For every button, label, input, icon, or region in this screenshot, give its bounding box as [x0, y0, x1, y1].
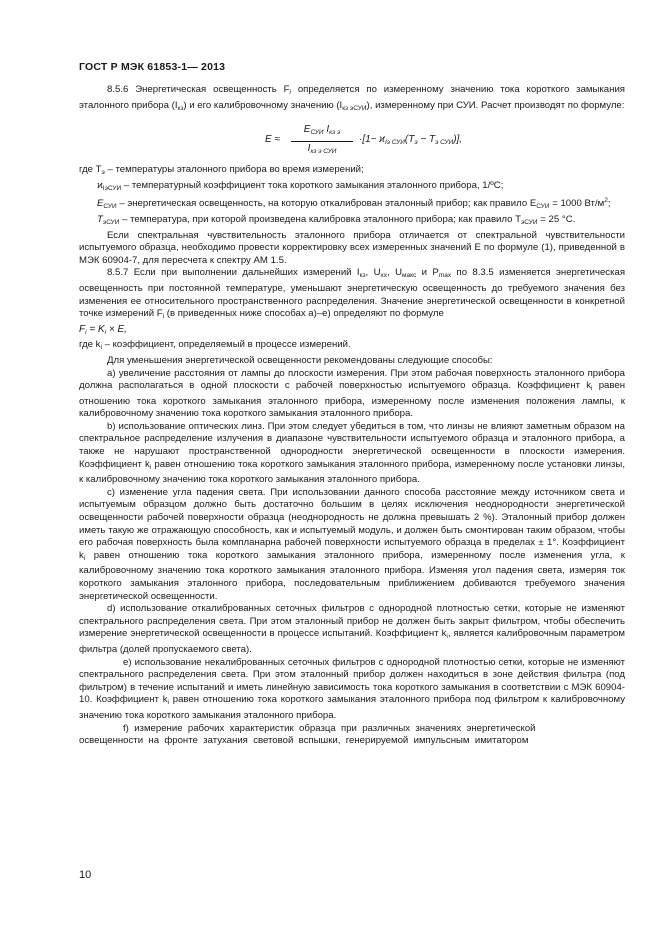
text: × E,	[106, 323, 127, 335]
subscript: i	[149, 463, 152, 471]
formula-lhs: E ≈	[265, 134, 280, 146]
text: = K	[86, 323, 105, 335]
where-clause-te	[79, 164, 625, 180]
text: равен отношению тока короткого замыкания эталонного прибора под фильтром к калибровочному значению тока короткого замыкания эталонного прибора.	[79, 694, 625, 721]
subscript: i	[162, 313, 165, 321]
text: с) изменение угла падения света. При использовании данного способа расстояние между источником света и испытуемым образцом должно быть достаточно большим в целях исключения неоднородности энергетической освещенности рабочей поверхности образца (неоднородность не должна превышать 2 %). Эталонный прибор должен иметь такую же отражающую способность, как и испытуемый модуль, и должен быть смонтирован таким образом, чтобы его рабочая поверхность была компланарна рабочей поверхности испытуемого образца в пределах ± 1°. Коэффициент k	[79, 486, 625, 561]
subscript: макс	[402, 272, 417, 280]
formula-2	[79, 324, 625, 340]
where-clause-esui	[79, 195, 625, 214]
text: E	[97, 198, 104, 210]
text: ·[1− ϰ	[359, 134, 385, 146]
text: – температура, при которой произведена калибровка эталонного прибора; как правило T	[119, 213, 521, 225]
text: (в приведенных ниже способах а)–е) определяют по формуле	[164, 308, 444, 320]
text: ) и его калибровочному значению (I	[183, 99, 343, 111]
page-number: 10	[79, 869, 92, 881]
text: определяется по измеренному значению тока короткого замыкания эталонного прибора (I	[79, 84, 625, 111]
where-clause-k	[79, 339, 625, 355]
subscript: i	[591, 385, 593, 393]
text: – энергетическая освещенность, на которую откалиброван эталонный прибор; как правило E	[116, 198, 537, 210]
subscript: кз э	[329, 129, 341, 137]
method-b	[79, 421, 625, 487]
where-clause-tesui	[79, 214, 625, 230]
paragraph-methods-intro: Для уменьшения энергетической освещенности рекомендованы следующие способы:	[107, 354, 493, 366]
formula-rest	[359, 134, 462, 150]
text: 8.5.7 Если при выполнении дальнейших измерений I	[107, 267, 360, 279]
text: , U	[387, 267, 403, 279]
text: по 8.3.5 изменяется энергетическая освещенность при постоянной температуре, уменьшают энергетическую освещенность до требуемого значения без изменения ее относительного пространственного распределения. Значение энергетической освещенности в конкретной точке измерений F	[79, 267, 626, 320]
subscript: i	[83, 554, 86, 562]
subscript: хх	[380, 272, 388, 280]
subscript: i	[446, 633, 448, 641]
document-body	[79, 84, 625, 748]
subscript: СУИ	[103, 203, 117, 211]
text: е) использование некалиброванных сеточных фильтров с однородной плотностью сетки, которые не изменяют спектрального распределения света. При этом эталонный прибор должен находиться в зоне действия фильтра (под фильтром) в течение испытаний и иметь линейную зависимость тока короткого замыкания в соответствии с МЭК 60904-10. Коэффициент k	[79, 656, 625, 706]
method-f-line-1: f) измерение рабочих характеристик образца при различных значениях энергетической	[123, 722, 536, 734]
formula-fraction	[291, 124, 353, 158]
where-clause-kappa	[79, 180, 625, 196]
text: I	[326, 124, 330, 136]
formula-numerator	[291, 124, 353, 142]
text: равен отношению тока короткого замыкания эталонного прибора, измеренному после изменения положения лампы, к калибровочному значению тока короткого замыкания эталонного прибора.	[79, 380, 625, 420]
text: и P	[416, 267, 439, 279]
text: ), измеренному при СУИ. Расчет производят по формуле:	[366, 99, 625, 111]
formula-irradiance	[265, 124, 545, 158]
subscript: Iэ СУИ	[384, 139, 405, 147]
subscript: кз	[359, 272, 366, 280]
superscript: 2	[604, 197, 608, 205]
text: ϰ	[97, 179, 103, 191]
paragraph-8-5-6	[79, 84, 625, 115]
subscript: э	[101, 169, 105, 177]
subscript: i	[85, 328, 87, 336]
document-header: ГОСТ Р МЭК 61853-1— 2013	[79, 61, 226, 73]
method-e	[79, 657, 625, 723]
subscript: кз	[177, 104, 184, 112]
method-d	[79, 603, 625, 656]
text: b) использование оптических линз. При этом следует убедиться в том, что линзы не влияют заметным образом на спектральное распределение излучения в диапазоне чувствительности испытуемого образца и эталонного прибора, а также не нарушают пространственной однородности энергетической освещенности в плоскости измерения. Коэффициент k	[79, 420, 625, 470]
text: )],	[453, 134, 463, 146]
text: равен отношению тока короткого замыкания эталонного прибора, измеренному после изменения угла, к калибровочному значению тока короткого замыкания эталонного прибора. Изменяя угол падения света, измеряя ток короткого замыкания эталонного прибора, последовательным приближением добиваются требуемого значения энергетической освещенности.	[79, 549, 625, 602]
subscript: i	[104, 328, 107, 336]
formula-1	[79, 122, 625, 158]
text: а) увеличение расстояния от лампы до плоскости измерения. При этом рабочая поверхность эталонного прибора должна располагаться в одной плоскости с рабочей поверхностью испытуемого образца. Коэффициент k	[79, 367, 625, 392]
subscript: СУИ	[536, 203, 550, 211]
subscript: кз эСУИ	[342, 104, 367, 112]
text: , U	[365, 267, 381, 279]
text: где k	[79, 339, 101, 351]
method-a	[79, 368, 625, 421]
subscript: max	[438, 272, 452, 280]
paragraph-8-5-7	[79, 267, 625, 323]
subscript: э	[414, 139, 418, 147]
subscript: СУИ	[310, 129, 324, 137]
text: − T	[417, 134, 436, 146]
subscript: i	[100, 344, 102, 352]
text: I	[307, 142, 311, 154]
subscript: IэСУИ	[102, 184, 122, 192]
text: = 1000 Вт/м	[549, 198, 605, 210]
method-f-line-2: освещенности на фронте затухания световой вспышки, генерируемой импульсным имитатором	[79, 735, 529, 747]
paragraph-spectral: Если спектральная чувствительность эталонного прибора отличается от спектральной чувствительности испытуемого образца, необходимо провести корректировку всех измеренных значений E по формуле (1), приведенной в МЭК 60904-7, для пересчета к спектру AM 1.5.	[79, 229, 625, 266]
text: = 25 °C.	[537, 213, 576, 225]
text: F	[79, 323, 86, 335]
subscript: эСУИ	[102, 218, 120, 226]
text: – температурный коэффициент тока короткого замыкания эталонного прибора, 1/ºC;	[121, 179, 504, 191]
subscript: i	[167, 699, 169, 707]
subscript: э СУИ	[435, 139, 454, 147]
text: 8.5.6 Энергетическая освещенность F	[107, 84, 290, 95]
subscript: кз э СУИ	[310, 147, 337, 155]
subscript: эСУИ	[520, 218, 538, 226]
method-c	[79, 487, 625, 603]
subscript: i	[289, 89, 291, 96]
text: – коэффициент, определяемый в процессе измерений.	[101, 339, 351, 351]
text: – температуры эталонного прибора во время измерений;	[104, 164, 364, 176]
text: ;	[607, 198, 611, 210]
text: d) использование откалиброванных сеточных фильтров с однородной плотностью сетки, которые не изменяют спектрального распределения света. При этом эталонный прибор не должен быть закрыт фильтром, чтобы обеспечить измерение энергетической освещенности в процессе испытаний. Коэффициент k	[79, 603, 625, 640]
text: (T	[404, 134, 415, 146]
formula-denominator	[291, 142, 353, 159]
text: где T	[79, 164, 102, 176]
text: E	[303, 124, 311, 136]
text: равен отношению тока короткого замыкания эталонного прибора, измеренному после установки линзы, к калибровочному значению тока короткого замыкания эталонного прибора.	[79, 458, 625, 486]
text: , является калибровочным параметром фильтра (долей пропускаемого света).	[79, 628, 625, 655]
text: T	[97, 213, 103, 225]
